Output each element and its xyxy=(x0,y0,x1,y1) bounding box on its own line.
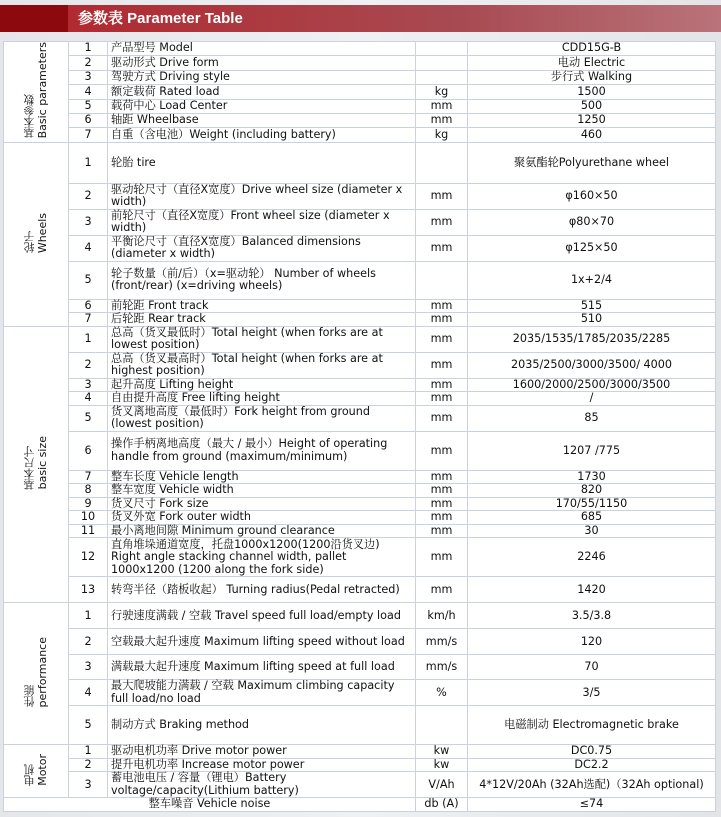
row-description: 提升电机功率 Increase motor power xyxy=(108,758,416,772)
table-row-noise xyxy=(4,798,716,812)
table-row xyxy=(4,706,716,745)
row-number: 2 xyxy=(69,629,108,655)
row-number: 7 xyxy=(69,470,108,484)
row-unit: % xyxy=(416,680,468,706)
row-description: 制动方式 Braking method xyxy=(108,706,416,745)
row-number: 4 xyxy=(69,85,108,99)
row-number: 8 xyxy=(69,484,108,498)
section-label-en: Wheels xyxy=(36,212,49,253)
row-value: 1730 xyxy=(468,470,716,484)
row-value: 3/5 xyxy=(468,680,716,706)
section-label-en: Basic parameters xyxy=(36,42,49,139)
row-unit: mm xyxy=(416,497,468,511)
row-number: 13 xyxy=(69,577,108,603)
table-row xyxy=(4,484,716,498)
row-number: 1 xyxy=(69,603,108,629)
row-value: 515 xyxy=(468,299,716,313)
table-row xyxy=(4,56,716,70)
row-value: φ125×50 xyxy=(468,235,716,261)
row-number: 2 xyxy=(69,56,108,70)
row-value: 685 xyxy=(468,511,716,525)
row-number: 2 xyxy=(69,352,108,378)
row-number: 6 xyxy=(69,431,108,470)
row-value: 30 xyxy=(468,524,716,538)
row-value: 电磁制动 Electromagnetic brake xyxy=(468,706,716,745)
row-unit: mm xyxy=(416,326,468,352)
row-unit: mm xyxy=(416,99,468,113)
row-description: 载荷中心 Load Center xyxy=(108,99,416,113)
row-number: 3 xyxy=(69,378,108,392)
row-description: 满载最大起升速度 Maximum lifting speed at full load xyxy=(108,655,416,680)
row-number: 2 xyxy=(69,183,108,209)
table-row xyxy=(4,352,716,378)
row-value: 85 xyxy=(468,405,716,431)
row-value: 820 xyxy=(468,484,716,498)
row-value: 2035/2500/3000/3500/ 4000 xyxy=(468,352,716,378)
row-unit xyxy=(416,42,468,56)
row-description: 货叉离地高度（最低时）Fork height from ground (lowest position) xyxy=(108,405,416,431)
table-row xyxy=(4,235,716,261)
row-description: 整车宽度 Vehicle width xyxy=(108,484,416,498)
row-number: 4 xyxy=(69,235,108,261)
row-description: 轴距 Wheelbase xyxy=(108,114,416,128)
row-unit: mm xyxy=(416,524,468,538)
table-row xyxy=(4,538,716,577)
row-number: 2 xyxy=(69,758,108,772)
row-number: 6 xyxy=(69,299,108,313)
table-row xyxy=(4,142,716,183)
row-unit: mm/s xyxy=(416,655,468,680)
row-description: 轮胎 tire xyxy=(108,142,416,183)
row-unit: kg xyxy=(416,85,468,99)
row-description: 驱动轮尺寸（直径X宽度）Drive wheel size (diameter x width) xyxy=(108,183,416,209)
table-row xyxy=(4,603,716,629)
row-unit xyxy=(416,261,468,299)
row-value: φ160×50 xyxy=(468,183,716,209)
table-row xyxy=(4,99,716,113)
row-number: 6 xyxy=(69,114,108,128)
table-row xyxy=(4,313,716,327)
table-row xyxy=(4,114,716,128)
parameter-table xyxy=(3,41,716,812)
row-unit: mm/s xyxy=(416,629,468,655)
row-description: 转弯半径（踏板收起） Turning radius(Pedal retracted) xyxy=(108,577,416,603)
table-row xyxy=(4,85,716,99)
row-number: 1 xyxy=(69,745,108,759)
row-unit: mm xyxy=(416,313,468,327)
row-unit: mm xyxy=(416,511,468,525)
row-value: DC2.2 xyxy=(468,758,716,772)
table-row xyxy=(4,70,716,84)
table-row xyxy=(4,209,716,235)
table-row xyxy=(4,470,716,484)
title-accent xyxy=(0,5,68,32)
section-label-cn: 基本参数 xyxy=(23,94,36,139)
section-label-cn: 轮子 xyxy=(23,230,36,253)
section-label-cn: 电机 xyxy=(23,763,36,786)
row-unit: mm xyxy=(416,378,468,392)
row-value: 70 xyxy=(468,655,716,680)
row-value: CDD15G-B xyxy=(468,42,716,56)
title-bar xyxy=(0,5,721,32)
row-unit xyxy=(416,56,468,70)
row-unit: mm xyxy=(416,352,468,378)
row-number: 10 xyxy=(69,511,108,525)
row-value: 1x+2/4 xyxy=(468,261,716,299)
table-row xyxy=(4,497,716,511)
row-description: 最大爬坡能力满载 / 空载 Maximum climbing capacity full load/no load xyxy=(108,680,416,706)
row-unit: mm xyxy=(416,235,468,261)
row-value: 1600/2000/2500/3000/3500 xyxy=(468,378,716,392)
row-value: DC0.75 xyxy=(468,745,716,759)
row-value: 3.5/3.8 xyxy=(468,603,716,629)
row-value: 1420 xyxy=(468,577,716,603)
row-unit: kw xyxy=(416,758,468,772)
row-number: 5 xyxy=(69,706,108,745)
row-value: 聚氨酯轮Polyurethane wheel xyxy=(468,142,716,183)
row-description: 空载最大起升速度 Maximum lifting speed without load xyxy=(108,629,416,655)
row-number: 1 xyxy=(69,42,108,56)
table-row xyxy=(4,183,716,209)
row-value: 步行式 Walking xyxy=(468,70,716,84)
page-title: 参数表 Parameter Table xyxy=(68,5,721,32)
row-unit: mm xyxy=(416,538,468,577)
section-label xyxy=(4,603,69,745)
row-unit: mm xyxy=(416,392,468,406)
row-description: 整车噪音 Vehicle noise xyxy=(4,798,416,812)
section-label xyxy=(4,326,69,603)
row-description: 货叉外宽 Fork outer width xyxy=(108,511,416,525)
row-unit: mm xyxy=(416,405,468,431)
row-unit: mm xyxy=(416,299,468,313)
table-row xyxy=(4,326,716,352)
row-description: 前轮距 Front track xyxy=(108,299,416,313)
row-value: 460 xyxy=(468,128,716,142)
table-row xyxy=(4,758,716,772)
row-number: 12 xyxy=(69,538,108,577)
row-value: 1250 xyxy=(468,114,716,128)
row-unit: mm xyxy=(416,431,468,470)
section-label xyxy=(4,42,69,143)
row-value: ≤74 xyxy=(468,798,716,812)
row-unit: mm xyxy=(416,183,468,209)
row-description: 直角堆垛通道宽度，托盘1000x1200(1200沿货叉边) Right angle stacking channel width, pallet 1000x1200 (1200 along the fork side) xyxy=(108,538,416,577)
row-description: 蓄电池电压 / 容量（锂电）Battery voltage/capacity(Lithium battery) xyxy=(108,772,416,798)
row-description: 最小离地间隙 Minimum ground clearance xyxy=(108,524,416,538)
table-row xyxy=(4,128,716,142)
row-unit: km/h xyxy=(416,603,468,629)
row-value: 2246 xyxy=(468,538,716,577)
row-number: 3 xyxy=(69,209,108,235)
row-number: 5 xyxy=(69,99,108,113)
row-unit: mm xyxy=(416,114,468,128)
section-label-en: performance xyxy=(36,636,49,708)
row-value: 1500 xyxy=(468,85,716,99)
row-description: 自由提升高度 Free lifting height xyxy=(108,392,416,406)
row-unit xyxy=(416,706,468,745)
row-description: 自重（含电池）Weight (including battery) xyxy=(108,128,416,142)
row-value: / xyxy=(468,392,716,406)
row-value: 1207 /775 xyxy=(468,431,716,470)
row-description: 总高（货叉最低时）Total height (when forks are at lowest position) xyxy=(108,326,416,352)
table-row xyxy=(4,524,716,538)
section-label xyxy=(4,142,69,326)
row-number: 3 xyxy=(69,70,108,84)
row-description: 额定载荷 Rated load xyxy=(108,85,416,99)
row-description: 后轮距 Rear track xyxy=(108,313,416,327)
row-number: 7 xyxy=(69,313,108,327)
row-number: 7 xyxy=(69,128,108,142)
row-unit: mm xyxy=(416,577,468,603)
row-value: 4*12V/20Ah (32Ah选配)（32Ah optional) xyxy=(468,772,716,798)
section-label-cn: 性能 xyxy=(23,685,36,708)
table-row xyxy=(4,629,716,655)
section-label-en: Motor xyxy=(36,753,49,786)
table-row xyxy=(4,405,716,431)
row-value: 500 xyxy=(468,99,716,113)
row-description: 轮子数量（前/后）（x=驱动轮） Number of wheels (front/rear) (x=driving wheels) xyxy=(108,261,416,299)
table-row xyxy=(4,680,716,706)
row-number: 3 xyxy=(69,655,108,680)
row-description: 整车长度 Vehicle length xyxy=(108,470,416,484)
row-description: 总高（货叉最高时）Total height (when forks are at highest position) xyxy=(108,352,416,378)
row-value: φ80×70 xyxy=(468,209,716,235)
section-label-en: basic size xyxy=(36,436,49,490)
row-description: 驾驶方式 Driving style xyxy=(108,70,416,84)
table-row xyxy=(4,392,716,406)
table-row xyxy=(4,655,716,680)
row-unit: V/Ah xyxy=(416,772,468,798)
row-unit: db (A) xyxy=(416,798,468,812)
row-unit: kw xyxy=(416,745,468,759)
row-description: 平衡论尺寸（直径X宽度）Balanced dimensions (diameter x width) xyxy=(108,235,416,261)
table-row xyxy=(4,261,716,299)
section-label-cn: 基本尺寸 xyxy=(23,445,36,490)
row-description: 驱动形式 Drive form xyxy=(108,56,416,70)
row-description: 驱动电机功率 Drive motor power xyxy=(108,745,416,759)
row-value: 120 xyxy=(468,629,716,655)
table-row xyxy=(4,431,716,470)
row-description: 操作手柄离地高度（最大 / 最小）Height of operating handle from ground (maximum/minimum) xyxy=(108,431,416,470)
row-number: 3 xyxy=(69,772,108,798)
section-label xyxy=(4,745,69,798)
row-unit: mm xyxy=(416,470,468,484)
table-row xyxy=(4,577,716,603)
table-row xyxy=(4,772,716,798)
table-row xyxy=(4,511,716,525)
row-unit: mm xyxy=(416,209,468,235)
table-row xyxy=(4,42,716,56)
row-unit xyxy=(416,70,468,84)
table-row xyxy=(4,299,716,313)
row-unit xyxy=(416,142,468,183)
row-number: 5 xyxy=(69,405,108,431)
row-description: 起升高度 Lifting height xyxy=(108,378,416,392)
row-value: 170/55/1150 xyxy=(468,497,716,511)
table-row xyxy=(4,745,716,759)
row-number: 11 xyxy=(69,524,108,538)
row-number: 4 xyxy=(69,392,108,406)
row-value: 电动 Electric xyxy=(468,56,716,70)
row-description: 前轮尺寸（直径X宽度）Front wheel size (diameter x width) xyxy=(108,209,416,235)
row-number: 4 xyxy=(69,680,108,706)
row-number: 9 xyxy=(69,497,108,511)
row-number: 5 xyxy=(69,261,108,299)
row-unit: kg xyxy=(416,128,468,142)
table-row xyxy=(4,378,716,392)
row-description: 产品型号 Model xyxy=(108,42,416,56)
row-description: 行驶速度满载 / 空载 Travel speed full load/empty load xyxy=(108,603,416,629)
row-unit: mm xyxy=(416,484,468,498)
row-number: 1 xyxy=(69,142,108,183)
row-number: 1 xyxy=(69,326,108,352)
row-description: 货叉尺寸 Fork size xyxy=(108,497,416,511)
row-value: 2035/1535/1785/2035/2285 xyxy=(468,326,716,352)
row-value: 510 xyxy=(468,313,716,327)
